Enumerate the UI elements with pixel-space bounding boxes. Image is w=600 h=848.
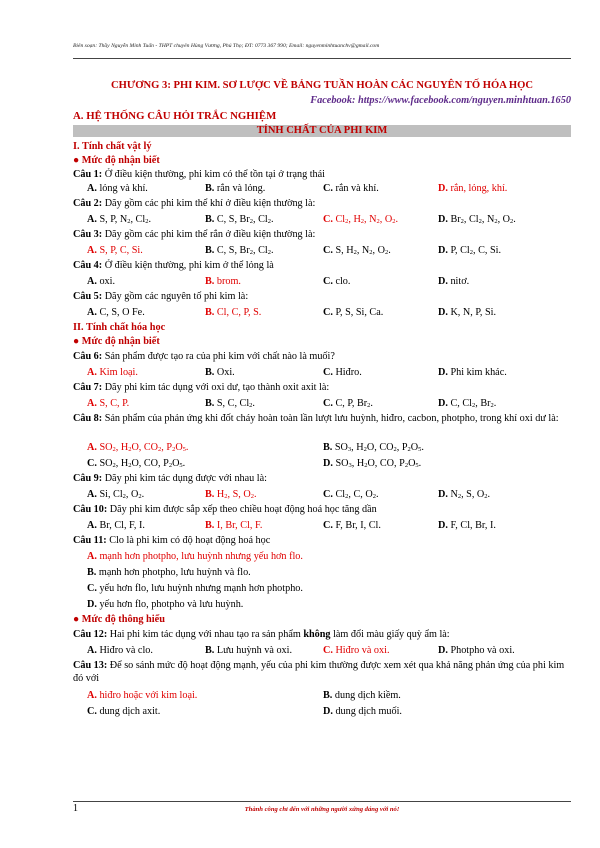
option-c-correct[interactable]: C. Hiđro và oxi. — [323, 645, 390, 656]
option-c[interactable]: C. F, Br, I, Cl. — [323, 520, 381, 531]
option-a[interactable]: A. Si, $Cl_2$, $O_2$. — [87, 489, 145, 500]
question-4: Câu 4: Ở điều kiện thường, phi kim ở thể lỏng là — [73, 260, 274, 271]
question-13: Câu 13: Để so sánh mức độ hoạt động mạnh, yếu của phi kim thường được xem xét qua khả năng phản ứng của phi kim đó với — [73, 660, 565, 684]
option-a-correct[interactable]: A. S, P, C, Si. — [87, 245, 143, 256]
option-a-correct[interactable]: A. $SO_2$, $H_2O$, $CO_2$, $P_2O_5$. — [87, 442, 189, 453]
option-c[interactable]: C. yếu hơn flo, lưu huỳnh nhưng mạnh hơn photpho. — [87, 583, 303, 594]
option-b-correct[interactable]: B. Cl, C, P, S. — [205, 307, 262, 318]
question-1: Câu 1: Ở điều kiện thường, phi kim có thể tồn tại ở trạng thái — [73, 169, 325, 180]
question-10: Câu 10: Dãy phi kim được sắp xếp theo chiều hoạt động hoá học tăng dần — [73, 504, 377, 515]
option-d[interactable]: D. yếu hơn flo, photpho và lưu huỳnh. — [87, 599, 244, 610]
option-b[interactable]: B. mạnh hơn photpho, lưu huỳnh và flo. — [87, 567, 251, 578]
option-d[interactable]: D. K, N, P, Si. — [438, 307, 497, 318]
option-a[interactable]: A. C, S, O Fe. — [87, 307, 145, 318]
option-b[interactable]: B. C, S, $Br_2$, $Cl_2$. — [205, 214, 274, 225]
question-3: Câu 3: Dãy gồm các phi kim thể rắn ở điều kiện thường là: — [73, 229, 316, 240]
option-d[interactable]: D. $SO_3$, $H_2O$, CO, $P_2O_5$. — [323, 458, 422, 469]
option-a-correct[interactable]: A. S, C, P. — [87, 398, 130, 409]
option-d[interactable]: D. dung dịch muối. — [323, 706, 402, 717]
option-c[interactable]: C. clo. — [323, 276, 351, 287]
option-b-correct[interactable]: B. brom. — [205, 276, 241, 287]
question-5: Câu 5: Dãy gồm các nguyên tố phi kim là: — [73, 291, 249, 302]
topic-band: TÍNH CHẤT CỦA PHI KIM — [73, 125, 571, 137]
facebook-link[interactable]: Facebook: https://www.facebook.com/nguyen.minhtuan.1650 — [310, 95, 571, 106]
section-chemical: II. Tính chất hóa học — [73, 322, 166, 333]
header-divider — [73, 58, 571, 59]
option-b[interactable]: B. Oxi. — [205, 367, 235, 378]
option-c[interactable]: C. dung dịch axit. — [87, 706, 161, 717]
level-understanding: ● Mức độ thông hiểu — [73, 614, 165, 625]
option-a-correct[interactable]: A. mạnh hơn photpho, lưu huỳnh nhưng yếu hơn flo. — [87, 551, 303, 562]
option-a[interactable]: A. Hiđro và clo. — [87, 645, 153, 656]
section-physical: I. Tính chất vật lý — [73, 141, 152, 152]
option-d[interactable]: D. P, $Cl_2$, C, Si. — [438, 245, 501, 256]
page-number: 1 — [73, 803, 78, 814]
option-c[interactable]: C. C, P, $Br_2$. — [323, 398, 373, 409]
option-c[interactable]: C. S, $H_2$, $N_2$, $O_2$. — [323, 245, 391, 256]
page-header: Biên soạn: Thầy Nguyễn Minh Tuấn - THPT chuyên Hùng Vương, Phú Thọ; ĐT: 0773 367 990; Email: nguyenminhtuanchv@gmail.com — [73, 43, 380, 49]
option-d[interactable]: D. nitơ. — [438, 276, 470, 287]
option-b[interactable]: B. dung dịch kiềm. — [323, 690, 401, 701]
section-a-title: A. HỆ THỐNG CÂU HỎI TRẮC NGHIỆM — [73, 110, 277, 122]
level-recognition-2: ● Mức độ nhận biết — [73, 336, 160, 347]
option-b[interactable]: B. S, C, $Cl_2$. — [205, 398, 255, 409]
option-b-correct[interactable]: B. I, Br, Cl, F. — [205, 520, 263, 531]
option-c[interactable]: C. rắn và khí. — [323, 183, 379, 194]
question-11: Câu 11: Clo là phi kim có độ hoạt động hoá học — [73, 535, 271, 546]
option-a[interactable]: A. Br, Cl, F, I. — [87, 520, 145, 531]
footer-divider — [73, 801, 571, 802]
question-12: Câu 12: Hai phi kim tác dụng với nhau tạo ra sản phẩm không làm đổi màu giấy quỳ ẩm là: — [73, 629, 450, 640]
option-c[interactable]: C. P, S, Si, Ca. — [323, 307, 384, 318]
level-recognition-1: ● Mức độ nhận biết — [73, 155, 160, 166]
option-c-correct[interactable]: C. $Cl_2$, $H_2$, $N_2$, $O_2$. — [323, 214, 398, 225]
option-b[interactable]: B. rắn và lỏng. — [205, 183, 266, 194]
option-a[interactable]: A. S, P, $N_2$, $Cl_2$. — [87, 214, 151, 225]
option-b-correct[interactable]: B. $H_2$, S, $O_2$. — [205, 489, 257, 500]
option-d[interactable]: D. C, $Cl_2$, $Br_2$. — [438, 398, 497, 409]
question-6: Câu 6: Sản phẩm được tạo ra của phi kim với chất nào là muối? — [73, 351, 335, 362]
question-7: Câu 7: Dãy phi kim tác dụng với oxi dư, tạo thành oxit axit là: — [73, 382, 330, 393]
footer-slogan: Thành công chỉ đến với những người xứng đáng với nó! — [244, 806, 400, 813]
option-d[interactable]: D. F, Cl, Br, I. — [438, 520, 496, 531]
option-d[interactable]: D. $Br_2$, $Cl_2$, $N_2$, $O_2$. — [438, 214, 516, 225]
option-d-correct[interactable]: D. rắn, lỏng, khí. — [438, 183, 508, 194]
question-9: Câu 9: Dãy phi kim tác dụng được với nhau là: — [73, 473, 267, 484]
question-2: Câu 2: Dãy gồm các phi kim thể khí ở điều kiện thường là: — [73, 198, 316, 209]
option-a-correct[interactable]: A. Kim loại. — [87, 367, 138, 378]
option-c[interactable]: C. $Cl_2$, C, $O_2$. — [323, 489, 379, 500]
option-c[interactable]: C. $SO_2$, $H_2O$, CO, $P_2O_5$. — [87, 458, 186, 469]
option-a-correct[interactable]: A. hiđro hoặc với kim loại. — [87, 690, 198, 701]
option-c[interactable]: C. Hiđro. — [323, 367, 362, 378]
option-b[interactable]: B. $SO_3$, $H_2O$, $CO_2$, $P_2O_5$. — [323, 442, 424, 453]
question-8: Câu 8: Sản phẩm của phản ứng khi đốt cháy hoàn toàn lần lượt lưu huỳnh, hiđro, cacbon, photpho, trong khí oxi dư là: — [73, 413, 559, 424]
option-b[interactable]: B. Lưu huỳnh và oxi. — [205, 645, 293, 656]
option-b[interactable]: B. C, S, $Br_2$, $Cl_2$. — [205, 245, 274, 256]
option-d[interactable]: D. Photpho và oxi. — [438, 645, 515, 656]
option-d[interactable]: D. Phi kim khác. — [438, 367, 507, 378]
option-a[interactable]: A. oxi. — [87, 276, 116, 287]
option-d[interactable]: D. $N_2$, S, $O_2$. — [438, 489, 491, 500]
option-a[interactable]: A. lỏng và khí. — [87, 183, 148, 194]
chapter-title: CHƯƠNG 3: PHI KIM. SƠ LƯỢC VỀ BẢNG TUẦN HOÀN CÁC NGUYÊN TỐ HÓA HỌC — [110, 80, 534, 91]
